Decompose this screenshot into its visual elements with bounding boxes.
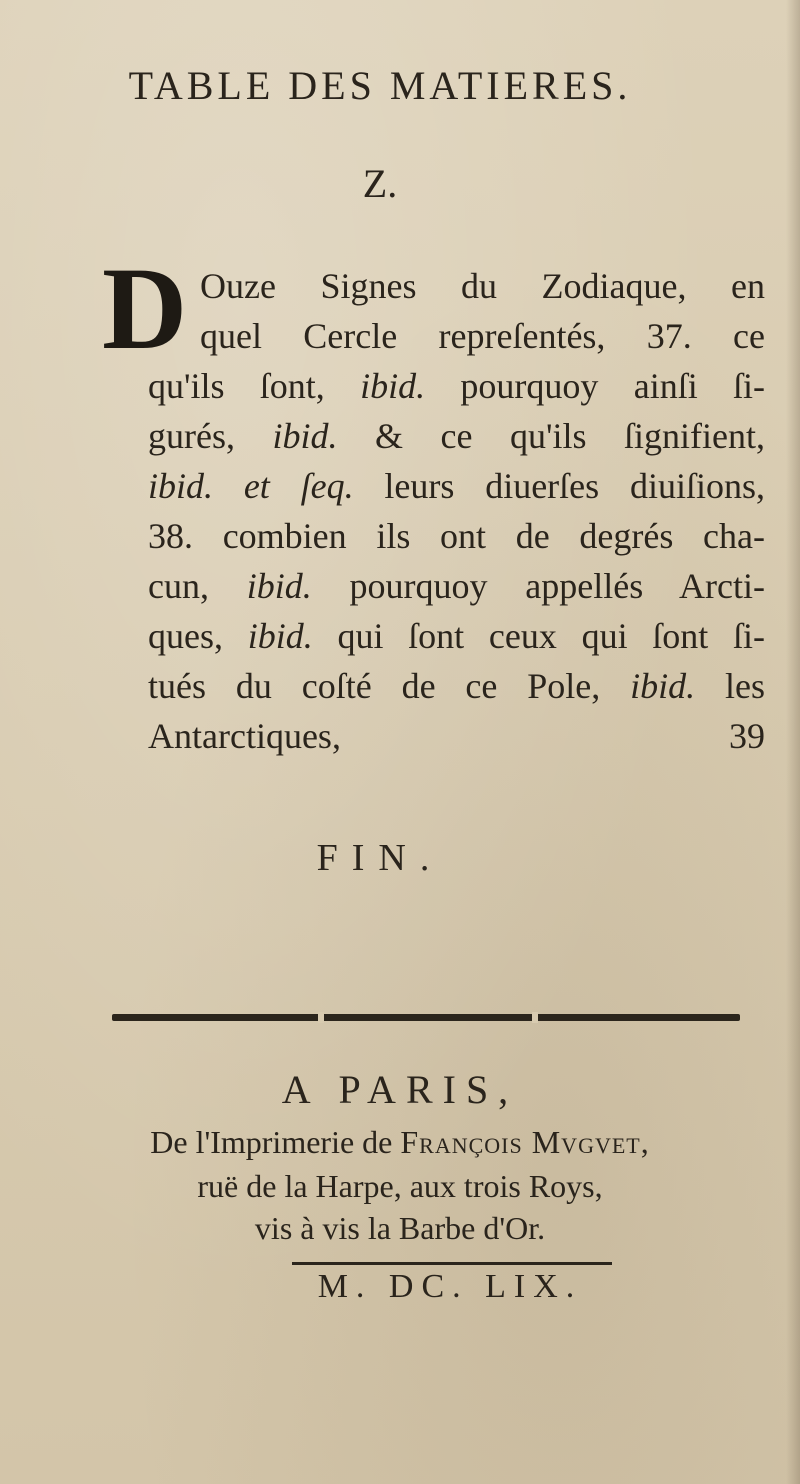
- rule-break: [318, 1012, 324, 1023]
- entry-text: Ouze Signes du Zodiaque, en: [200, 266, 765, 306]
- entry-italic-ref: ibid.: [246, 566, 312, 606]
- entry-line: [148, 468, 765, 504]
- entry-text: qu'ils ſont,: [148, 366, 361, 406]
- rule-break: [532, 1012, 538, 1023]
- entry-text: pourquoy appellés Arcti-: [311, 566, 765, 606]
- entry-text: qui ſont ceux qui ſont ſi-: [312, 616, 765, 656]
- entry-line: [200, 318, 765, 354]
- printer-name: François Mvgvet,: [400, 1124, 650, 1160]
- entry-text: cun,: [148, 566, 247, 606]
- entry-line: [200, 268, 765, 304]
- divider-rule-small: [292, 1262, 612, 1265]
- imprint-city: A PARIS,: [281, 1067, 519, 1112]
- entry-line: [148, 518, 765, 554]
- imprint-line-printer: [0, 1124, 800, 1161]
- imprint-prefix: De l'Imprimerie de: [150, 1124, 401, 1160]
- entry-text: & ce qu'ils ſignifient,: [337, 416, 766, 456]
- section-letter: Z.: [362, 161, 398, 206]
- entry-text: 38. combien ils ont de degrés cha-: [148, 516, 765, 556]
- entry-italic-ref: ibid.: [360, 366, 426, 406]
- entry-text: pourquoy ainſi ſi-: [425, 366, 765, 406]
- page-edge-shadow: [786, 0, 800, 1484]
- imprint-line-sign: vis à vis la Barbe d'Or.: [254, 1210, 546, 1246]
- entry-italic-ref: ibid. et ſeq.: [148, 466, 354, 506]
- entry-italic-ref: ibid.: [630, 666, 696, 706]
- divider-rule: [112, 1014, 740, 1021]
- entry-text: quel Cercle repreſentés, 37. ce: [200, 316, 765, 356]
- running-head: TABLE DES MATIERES.: [128, 63, 632, 108]
- entry-text: gurés,: [148, 416, 273, 456]
- drop-cap: D: [102, 243, 188, 374]
- entry-last-text: Antarctiques,: [148, 716, 341, 756]
- entry-line: [148, 418, 765, 454]
- entry-page-number: 39: [729, 716, 765, 756]
- entry-line: [148, 368, 765, 404]
- imprint-year: M. DC. LIX.: [317, 1268, 583, 1305]
- entry-text: tués du coſté de ce Pole,: [148, 666, 631, 706]
- entry-italic-ref: ibid.: [272, 416, 338, 456]
- entry-line: [148, 568, 765, 604]
- entry-line: [148, 668, 765, 704]
- fin-label: FIN.: [316, 837, 444, 879]
- entry-italic-ref: ibid.: [247, 616, 313, 656]
- entry-text: les: [695, 666, 766, 706]
- entry-text: leurs diuerſes diuiſions,: [353, 466, 765, 506]
- imprint-line-address: ruë de la Harpe, aux trois Roys,: [197, 1168, 603, 1204]
- entry-line: [148, 618, 765, 654]
- entry-text: ques,: [148, 616, 248, 656]
